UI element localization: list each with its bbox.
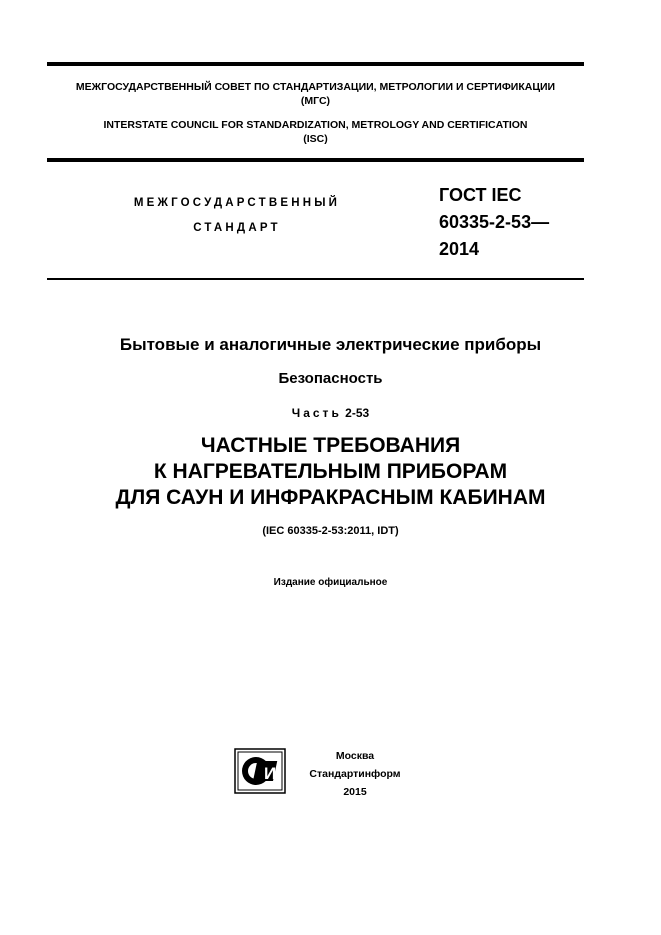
edition-note: Издание официальное: [273, 577, 388, 588]
iec-reference: (IEC 60335-2-53:2011, IDT): [262, 525, 399, 537]
council-ru: [47, 80, 584, 108]
publisher-year: 2015: [343, 786, 367, 798]
svg-text:И: И: [264, 764, 277, 783]
gost-line1: ГОСТ IEC: [439, 185, 522, 205]
standard-rule: [47, 278, 584, 280]
standard-label-line2: СТАНДАРТ: [193, 222, 281, 234]
standartinform-logo: [234, 748, 286, 794]
main-title: Бытовые и аналогичные электрические приборы: [119, 335, 542, 354]
publisher: [300, 747, 410, 801]
part-label: Часть: [291, 406, 342, 420]
heading-line3: ДЛЯ САУН И ИНФРАКРАСНЫМ КАБИНАМ: [115, 486, 546, 509]
council-en-abbr: (ISC): [303, 133, 328, 145]
header-rule: [47, 158, 584, 162]
gost-number: [439, 182, 549, 263]
subtitle: Безопасность: [278, 370, 383, 387]
heading-line1: ЧАСТНЫЕ ТРЕБОВАНИЯ: [200, 434, 461, 457]
heading: [0, 433, 661, 511]
top-rule: [47, 62, 584, 66]
gost-line3: 2014: [439, 239, 480, 259]
standartinform-logo-icon: [234, 748, 286, 794]
council-en-name: INTERSTATE COUNCIL FOR STANDARDIZATION, METROLOGY AND CERTIFICATION: [103, 119, 528, 131]
council-ru-abbr: (МГС): [300, 95, 331, 107]
standard-label-line1: МЕЖГОСУДАРСТВЕННЫЙ: [133, 197, 341, 209]
heading-line2: К НАГРЕВАТЕЛЬНЫМ ПРИБОРАМ: [153, 460, 508, 483]
council-en: [47, 118, 584, 146]
gost-line2: 60335-2-53—: [439, 212, 550, 232]
publisher-name: Стандартинформ: [309, 768, 401, 780]
part-number: [0, 406, 661, 420]
council-ru-name: МЕЖГОСУДАРСТВЕННЫЙ СОВЕТ ПО СТАНДАРТИЗАЦИИ, МЕТРОЛОГИИ И СЕРТИФИКАЦИИ: [75, 81, 556, 93]
part-value: 2-53: [345, 406, 370, 420]
publisher-city: Москва: [335, 750, 375, 762]
